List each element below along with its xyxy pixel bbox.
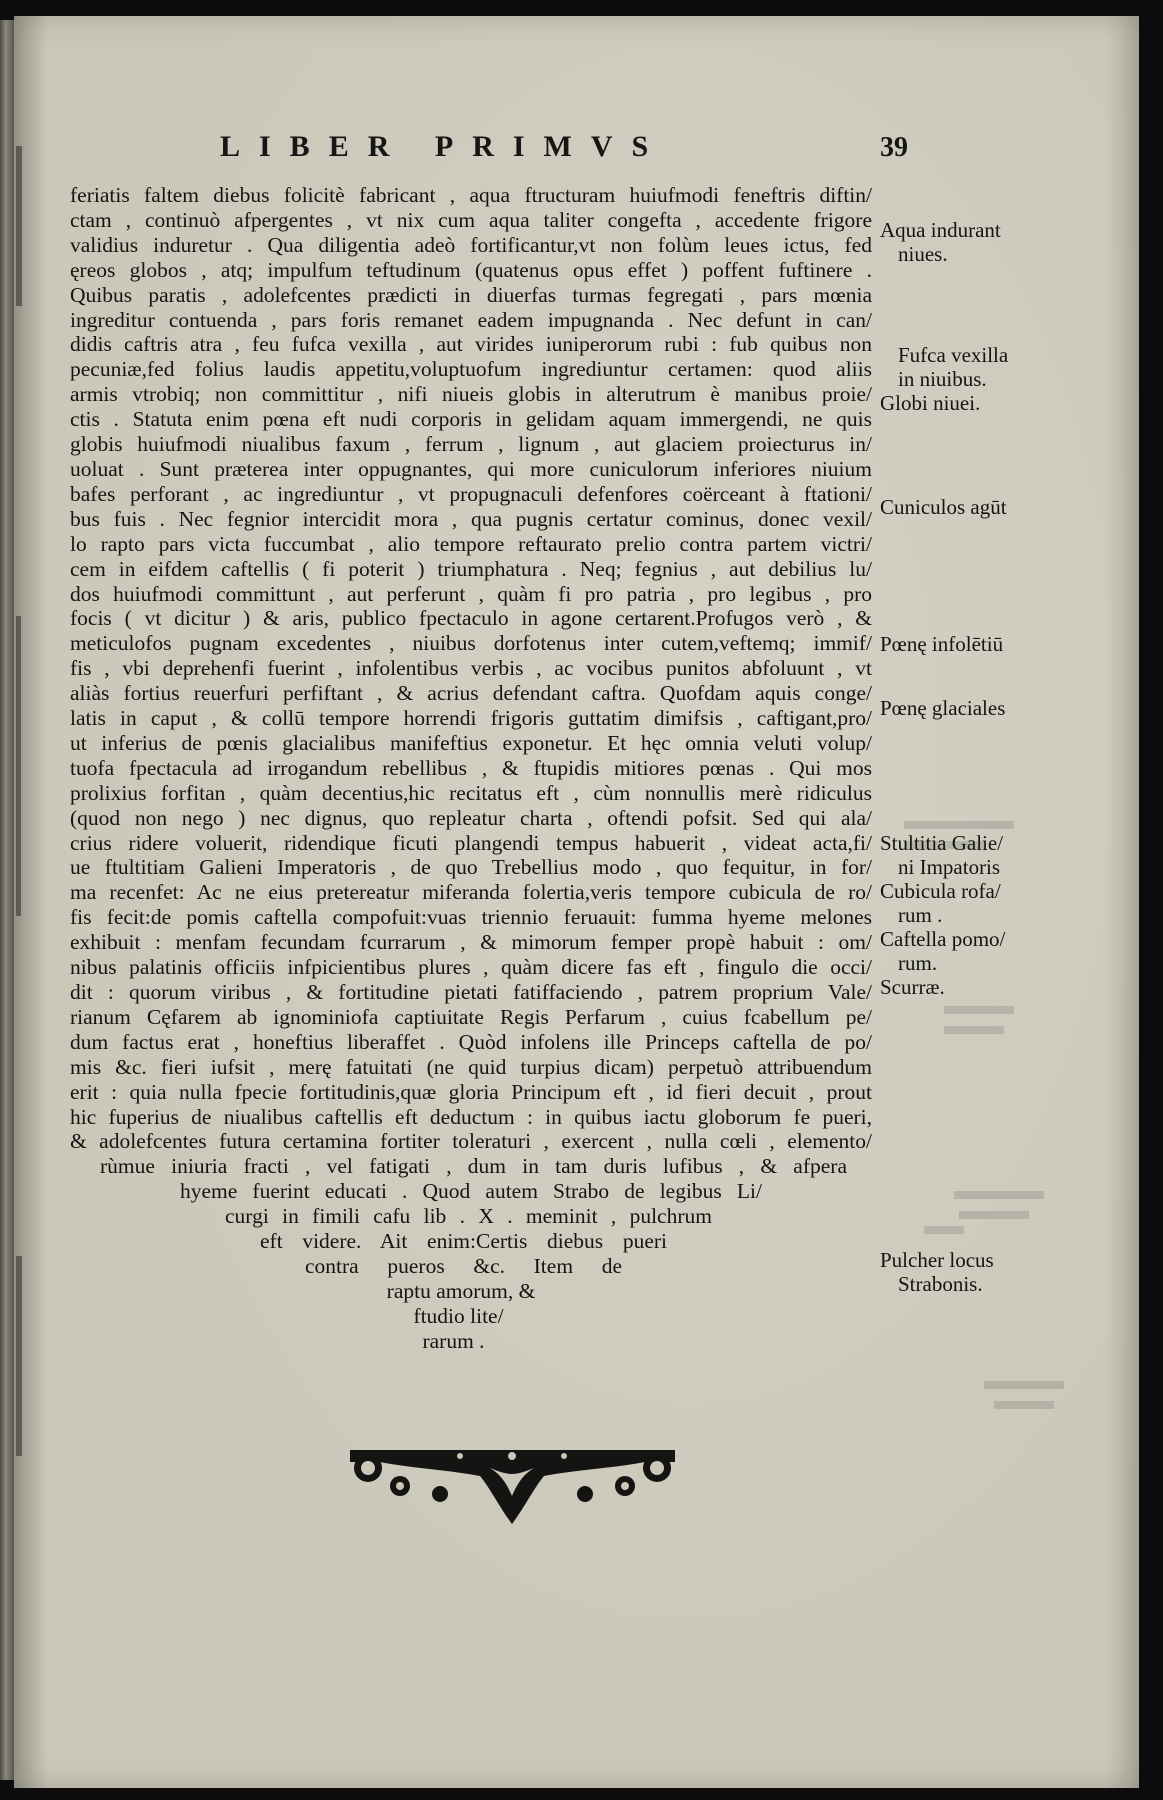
text-line: didis caftris atra , feu fufca vexilla , aut virides iuniperorum rubi : fub quibus non	[70, 332, 872, 357]
text-line: ue ftultitiam Galieni Imperatoris , de quo Trebellius modo , quo fequitur, in for/	[70, 855, 872, 880]
text-line: meticulofos pugnam excedentes , niuibus dorfotenus inter cutem,veftemq; immif/	[70, 631, 872, 656]
text-line: dit : quorum viribus , & fortitudine pietati fatiffaciendo , patrem proprium Vale/	[70, 980, 872, 1004]
text-line: latis in caput , & collū tempore horrendi frigoris guttatim dimifsis , caftigant,pro/	[70, 706, 872, 731]
text-line: cem in eifdem caftellis ( fi poterit ) triumphatura . Neq; fegnius , aut debilius lu/	[70, 556, 872, 581]
text-line: rianum Cęfarem ab ignominiofa captiuitate Regis Perfarum , cuius fcabellum pe/	[70, 1004, 872, 1029]
header-title: LIBER PRIMVS	[220, 130, 668, 163]
text-line-tapered: ftudio lite/	[413, 1303, 504, 1328]
text-line-tapered: rarum .	[422, 1328, 485, 1353]
text-line: tuofa fpectacula ad irrogandum rebellibus , & ftupidis mitiores pœnas . Qui mos	[70, 755, 872, 780]
text-line: ctis . Statuta enim pœna eft nudi corporis in gelidam aquam immergendi, ne quis	[70, 407, 872, 432]
marginal-note-line: Caftella pomo/	[880, 927, 1006, 951]
marginal-note-line: Pulcher locus	[880, 1248, 994, 1272]
text-line: globis huiufmodi niualibus faxum , ferrum , lignum , aut glaciem proiecturus in/	[70, 432, 872, 457]
text-line: uoluat . Sunt præterea inter oppugnantes, qui more cuniculorum inferiores niuium	[70, 456, 872, 481]
bleed-mark	[16, 146, 22, 306]
text-line: dum factus erat , honeftius liberaffet . Quòd infolens ille Princeps caftella de po/	[70, 1029, 872, 1054]
marginal-note-line: rum .	[898, 903, 943, 927]
text-line: fis , vbi deprehenfi fuerint , infolentibus verbis , ac vocibus punitos abfoluunt , vt	[70, 656, 872, 681]
text-line: mis &c. fieri iufsit , merę fatuitati (ne quid turpius dicam) perpetuò attribuendum	[70, 1054, 872, 1079]
text-line: ctam , continuò afpergentes , vt nix cum aqua taliter congefta , accedente frigore	[70, 207, 872, 232]
text-line: pecuniæ,fed folius laudis appetitu,voluptuofum ingrediuntur certamen: quod aliis	[70, 357, 872, 382]
text-line-tapered: curgi in fimili cafu lib . X . meminit , pulchrum	[225, 1204, 712, 1229]
text-line: (quod non nego ) nec dignus, quo repleatur charta , oftendi pofsit. Sed qui ala/	[70, 805, 872, 830]
text-line: erit : quia nulla fpecie fortitudinis,quæ gloria Principum eft , id fieri decuit , prout	[70, 1079, 872, 1104]
marginal-note-line: in niuibus.	[898, 367, 987, 391]
marginal-note	[880, 831, 1040, 999]
marginal-note-line: Aqua indurant	[880, 218, 1001, 242]
marginal-note-line: Pœnę glaciales	[880, 696, 1006, 720]
text-line: bafes perforant , ac ingrediuntur , vt propugnaculi defenfores coërceant à ftationi/	[70, 481, 872, 506]
text-line: Quibus paratis , adolefcentes prædicti in diuerfas turmas fegregati , pars mœnia	[70, 282, 872, 307]
text-line: & adolefcentes futura certamina fortiter toleraturi , exercent , nulla cœli , elemento/	[70, 1129, 872, 1154]
marginal-note-line: Pœnę infolētiū	[880, 632, 1004, 656]
marginal-note-line: rum.	[898, 951, 938, 975]
marginal-note-line: ni Impatoris	[898, 855, 1001, 879]
tailpiece-ornament-icon	[340, 1428, 685, 1528]
text-line: validius induretur . Qua diligentia adeò fortificantur,vt non folùm leues ictus, fed	[70, 232, 872, 257]
marginal-note	[880, 495, 1040, 519]
text-line: ęreos globos , atq; impulfum teftudinum (quatenus opus effet ) poffent fuftinere .	[70, 257, 872, 282]
text-line: dos huiufmodi committunt , aut perferunt , quàm fi pro patria , pro legibus , pro	[70, 581, 872, 606]
text-line: ma recenfet: Ac ne eius pretereatur miferanda folertia,veris tempore cubicula de ro/	[70, 880, 872, 905]
text-line: ingreditur contuenda , pars foris remanet eadem impugnanda . Nec defunt in can/	[70, 307, 872, 332]
text-line: feriatis faltem diebus folicitè fabricant , aqua ftructuram huiufmodi feneftris diftin/	[70, 183, 872, 207]
page-number: 39	[880, 132, 908, 163]
marginal-note-line: Cubicula rofa/	[880, 879, 1001, 903]
previous-page-edge	[0, 20, 14, 1780]
body-text	[70, 183, 872, 1354]
marginal-note-line: Globi niuei.	[880, 391, 981, 415]
marginal-note	[880, 1248, 1040, 1296]
marginal-note-line: Stultitia Galie/	[880, 831, 1004, 855]
marginal-note-line: Fufca vexilla	[898, 343, 1009, 367]
text-line: armis vtrobiq; non committitur , nifi niueis globis in alterutrum è manibus proie/	[70, 382, 872, 407]
text-line: focis ( vt dicitur ) & aris, publico fpectaculo in agone certarent.Profugos verò , &	[70, 606, 872, 631]
text-line-tapered: rùmue iniuria fracti , vel fatigati , dum in tam duris lufibus , & afpera	[100, 1154, 847, 1179]
marginal-note-line: Scurræ.	[880, 975, 945, 999]
text-line-tapered: contra pueros &c. Item de	[305, 1253, 622, 1278]
marginal-note	[880, 218, 1040, 266]
text-line: lo rapto pars victa fuccumbat , alio tempore reftaurato prelio contra partem victri/	[70, 531, 872, 556]
text-line: bus fuis . Nec fegnior intercidit mora , qua pugnis certatur cominus, donec vexil/	[70, 506, 872, 531]
text-line: crius ridere voluerit, ridendique ficuti plangendi tempus habuerit , videat acta,fi/	[70, 830, 872, 855]
text-line: hic fuperius de niualibus caftellis eft deductum : in quibus iactu globorum fe pueri,	[70, 1104, 872, 1129]
text-line-tapered: raptu amorum, &	[386, 1278, 536, 1303]
text-line: prolixius forfitan , quàm decentius,hic recitatus eft , cùm nonnullis merè ridiculus	[70, 780, 872, 805]
text-line-tapered: eft videre. Ait enim:Certis diebus pueri	[260, 1229, 667, 1254]
marginal-note	[880, 632, 1040, 656]
bleed-mark	[16, 1256, 22, 1456]
marginal-note-line: Cuniculos agūt	[880, 495, 1007, 519]
text-line: aliàs fortius reuerfuri perfiftant , & acrius defendant caftra. Quofdam aquis conge/	[70, 681, 872, 706]
marginal-note	[880, 696, 1040, 720]
text-line: nibus palatinis officiis infpicientibus plures , quàm dicere fas eft , fingulo die occi/	[70, 955, 872, 980]
running-head	[0, 130, 1163, 170]
text-line-tapered: hyeme fuerint educati . Quod autem Strabo de legibus Li/	[180, 1179, 762, 1204]
text-line: exhibuit : menfam fecundam fcurrarum , & mimorum femper propè habuit : om/	[70, 930, 872, 955]
marginal-note-line: niues.	[898, 242, 948, 266]
bleed-mark	[16, 616, 21, 916]
marginal-note	[880, 343, 1040, 415]
text-line: fis fecit:de pomis caftella compofuit:vuas triennio feruauit: fumma hyeme melones	[70, 905, 872, 930]
text-line: ut inferius de pœnis glacialibus manifeftius exponetur. Et hęc omnia veluti volup/	[70, 730, 872, 755]
marginal-note-line: Strabonis.	[898, 1272, 983, 1296]
